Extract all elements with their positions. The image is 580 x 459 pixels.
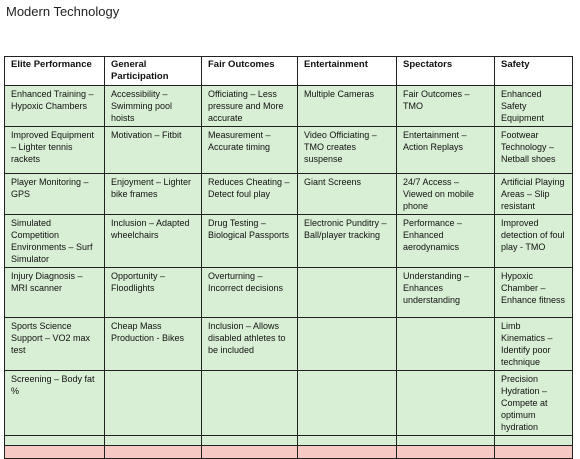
- table-cell[interactable]: Inclusion – Adapted wheelchairs: [105, 215, 202, 268]
- table-cell[interactable]: Multiple Cameras: [298, 86, 397, 127]
- table-cell[interactable]: Overturning – Incorrect decisions: [202, 268, 298, 318]
- table-cell[interactable]: [298, 436, 397, 446]
- table-cell[interactable]: [298, 268, 397, 318]
- table-cell[interactable]: Officiating – Less pressure and More accurate: [202, 86, 298, 127]
- table-cell[interactable]: Measurement – Accurate timing: [202, 127, 298, 174]
- table-cell[interactable]: [5, 436, 105, 446]
- table-cell[interactable]: Opportunity – Floodlights: [105, 268, 202, 318]
- table-cell[interactable]: [397, 318, 495, 371]
- table-cell[interactable]: Entertainment – Action Replays: [397, 127, 495, 174]
- table-cell[interactable]: [495, 436, 573, 446]
- table-cell[interactable]: Reduces Cheating – Detect foul play: [202, 174, 298, 215]
- header-elite-performance: Elite Performance: [5, 57, 105, 86]
- technology-table: [4, 56, 573, 459]
- table-cell[interactable]: Screening – Body fat %: [5, 371, 105, 436]
- table-cell[interactable]: Precision Hydration – Compete at optimum hydration: [495, 371, 573, 436]
- table-cell[interactable]: Fair Outcomes – TMO: [397, 86, 495, 127]
- header-general-participation: General Participation: [105, 57, 202, 86]
- table-cell[interactable]: Cheap Mass Production - Bikes: [105, 318, 202, 371]
- table-cell[interactable]: Player Monitoring – GPS: [5, 174, 105, 215]
- document-title: Modern Technology: [6, 4, 120, 19]
- table-cell[interactable]: Hypoxic Chamber – Enhance fitness: [495, 268, 573, 318]
- table-cell[interactable]: [202, 436, 298, 446]
- table-cell[interactable]: [298, 371, 397, 436]
- table-cell[interactable]: [105, 371, 202, 436]
- table-cell[interactable]: Sports Science Support – VO2 max test: [5, 318, 105, 371]
- table-cell[interactable]: Accessibility – Swimming pool hoists: [105, 86, 202, 127]
- table-cell[interactable]: [495, 446, 573, 459]
- table-cell[interactable]: Understanding – Enhances understanding: [397, 268, 495, 318]
- table-cell[interactable]: Video Officiating – TMO creates suspense: [298, 127, 397, 174]
- table-cell[interactable]: [298, 318, 397, 371]
- table-row: [5, 86, 573, 127]
- header-fair-outcomes: Fair Outcomes: [202, 57, 298, 86]
- table-cell[interactable]: Motivation – Fitbit: [105, 127, 202, 174]
- table-cell[interactable]: Limb Kinematics – Identify poor technique: [495, 318, 573, 371]
- table-cell[interactable]: Inclusion – Allows disabled athletes to be included: [202, 318, 298, 371]
- table-cell[interactable]: [298, 446, 397, 459]
- table-cell[interactable]: Injury Diagnosis – MRI scanner: [5, 268, 105, 318]
- table-row: [5, 371, 573, 436]
- table-cell[interactable]: Enjoyment – Lighter bike frames: [105, 174, 202, 215]
- table-cell[interactable]: Enhanced Training – Hypoxic Chambers: [5, 86, 105, 127]
- table-cell[interactable]: [202, 371, 298, 436]
- table-row: [5, 318, 573, 371]
- table-cell[interactable]: Improved Equipment – Lighter tennis rackets: [5, 127, 105, 174]
- table-cell[interactable]: [397, 446, 495, 459]
- header-safety: Safety: [495, 57, 573, 86]
- table-cell[interactable]: Performance – Enhanced aerodynamics: [397, 215, 495, 268]
- header-row: [5, 57, 573, 86]
- table-cell[interactable]: Improved detection of foul play - TMO: [495, 215, 573, 268]
- table-cell[interactable]: [105, 436, 202, 446]
- table-cell[interactable]: Enhanced Safety Equipment: [495, 86, 573, 127]
- table-cell[interactable]: Giant Screens: [298, 174, 397, 215]
- table-cell[interactable]: [397, 371, 495, 436]
- table-cell[interactable]: 24/7 Access – Viewed on mobile phone: [397, 174, 495, 215]
- table-row: [5, 215, 573, 268]
- table-cell[interactable]: Simulated Competition Environments – Surf Simulator: [5, 215, 105, 268]
- table-cell[interactable]: [5, 446, 105, 459]
- table-cell[interactable]: Artificial Playing Areas – Slip resistant: [495, 174, 573, 215]
- table-row-cut-off: [5, 446, 573, 459]
- table-cell[interactable]: [105, 446, 202, 459]
- table-row: [5, 174, 573, 215]
- header-entertainment: Entertainment: [298, 57, 397, 86]
- table-cell[interactable]: [397, 436, 495, 446]
- table-cell[interactable]: Drug Testing – Biological Passports: [202, 215, 298, 268]
- table-row: [5, 268, 573, 318]
- table-cell[interactable]: [202, 446, 298, 459]
- table-cell[interactable]: Electronic Punditry – Ball/player tracking: [298, 215, 397, 268]
- table-cell[interactable]: Footwear Technology – Netball shoes: [495, 127, 573, 174]
- table-row: [5, 127, 573, 174]
- table-row-empty: [5, 436, 573, 446]
- header-spectators: Spectators: [397, 57, 495, 86]
